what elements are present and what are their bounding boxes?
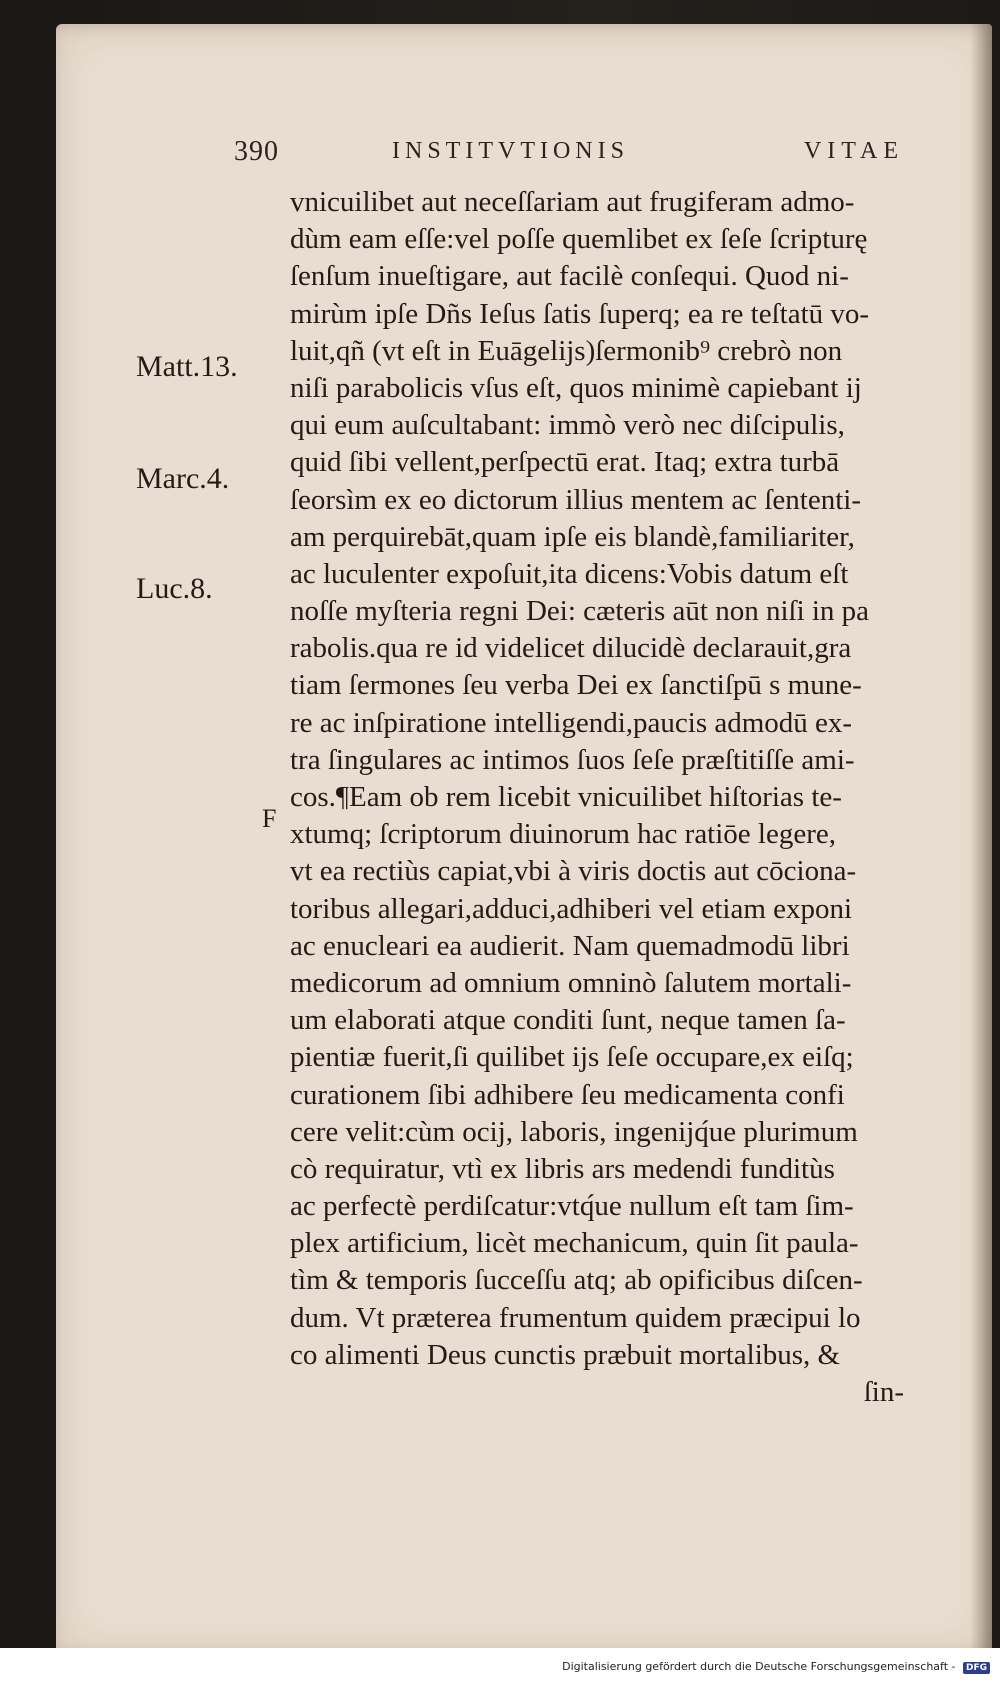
text-line: dùm eam eſſe:vel poſſe quemlibet ex ſeſe ſcripturę <box>290 223 868 256</box>
text-line: cere velit:cùm ocij, laboris, ingenijq́ue plurimum <box>290 1115 858 1148</box>
text-line: ſenſum inueſtigare, aut facilè conſequi. Quod ni- <box>290 260 849 293</box>
text-line: ſin- <box>863 1376 904 1408</box>
text-line: am perquirebāt,quam ipſe eis blandè,familiariter, <box>290 520 855 553</box>
text-line: re ac inſpiratione intelligendi,paucis admodū ex- <box>290 706 853 739</box>
text-line: toribus allegari,adduci,adhiberi vel etiam exponi <box>290 892 853 925</box>
marginal-reference: Luc.8. <box>136 572 213 605</box>
text-line: vnicuilibet aut neceſſariam aut frugiferam admo- <box>290 186 855 218</box>
credit-text: Digitalisierung gefördert durch die Deutsche Forschungsgemeinschaft - <box>562 1660 956 1673</box>
running-title-left: INSTITVTIONIS <box>392 138 629 164</box>
text-line: um elaborati atque conditi ſunt, neque tamen ſa- <box>290 1004 846 1037</box>
text-line: curationem ſibi adhibere ſeu medicamenta confi <box>290 1078 845 1111</box>
dfg-logo: DFG <box>963 1662 990 1674</box>
text-line: ſeorsìm ex eo dictorum illius mentem ac ſententi- <box>290 483 861 516</box>
marginal-reference: Marc.4. <box>136 462 230 495</box>
text-line: ac enucleari ea audierit. Nam quemadmodū libri <box>290 929 850 962</box>
text-line: tiam ſermones ſeu verba Dei ex ſanctiſpū s mune- <box>290 669 862 702</box>
marginal-reference: Matt.13. <box>136 350 238 383</box>
text-line: quid ſibi vellent,perſpectū erat. Itaq; extra turbā <box>290 446 840 479</box>
text-line: cò requiratur, vtì ex libris ars medendi funditùs <box>290 1152 835 1185</box>
text-line: mirùm ipſe Dñs Ieſus ſatis ſuperq; ea re teſtatū vo- <box>290 297 870 330</box>
running-title-right: VITAE <box>803 138 904 164</box>
text-line: plex artificium, licèt mechanicum, quin ſit paula- <box>290 1227 859 1260</box>
running-header <box>234 136 904 170</box>
text-line: tìm & temporis ſucceſſu atq; ab opificibus diſcen- <box>290 1264 863 1297</box>
text-line: niſi parabolicis vſus eſt, quos minimè capiebant ij <box>290 371 862 404</box>
footer-strip <box>0 1648 1000 1682</box>
text-line: rabolis.qua re id videlicet dilucidè declarauit,gra <box>290 632 852 665</box>
text-line: xtumq; ſcriptorum diuinorum hac ratiōe legere, <box>290 818 837 851</box>
text-line: ac luculenter expoſuit,ita dicens:Vobis datum eſt <box>290 557 849 590</box>
section-letter: F <box>262 804 277 833</box>
page-number: 390 <box>234 136 279 167</box>
text-line: cos.¶Eam ob rem licebit vnicuilibet hiſtorias te- <box>290 781 842 813</box>
text-line: ac perfectè perdiſcatur:vtq́ue nullum eſt tam ſim- <box>290 1190 854 1223</box>
text-line: medicorum ad omnium omninò ſalutem mortali- <box>290 966 852 999</box>
text-line: pientiæ fuerit,ſi quilibet ijs ſeſe occupare,ex eiſq; <box>290 1041 854 1074</box>
body-text <box>290 184 990 1411</box>
text-line: qui eum auſcultabant: immò verò nec diſcipulis, <box>290 409 845 442</box>
text-line: dum. Vt præterea frumentum quidem præcipui lo <box>290 1301 861 1334</box>
text-line: noſſe myſteria regni Dei: cæteris aūt non niſi in pa <box>290 595 870 628</box>
digitization-credit <box>562 1660 990 1674</box>
text-line: tra ſingulares ac intimos ſuos ſeſe præſtitiſſe ami- <box>290 743 855 776</box>
text-line: vt ea rectiùs capiat,vbi à viris doctis aut cōciona- <box>290 855 857 888</box>
text-line: co alimenti Deus cunctis præbuit mortalibus, & <box>290 1338 841 1371</box>
text-line: luit,qñ (vt eſt in Euāgelijs)ſermonib⁹ crebrò non <box>290 334 843 367</box>
